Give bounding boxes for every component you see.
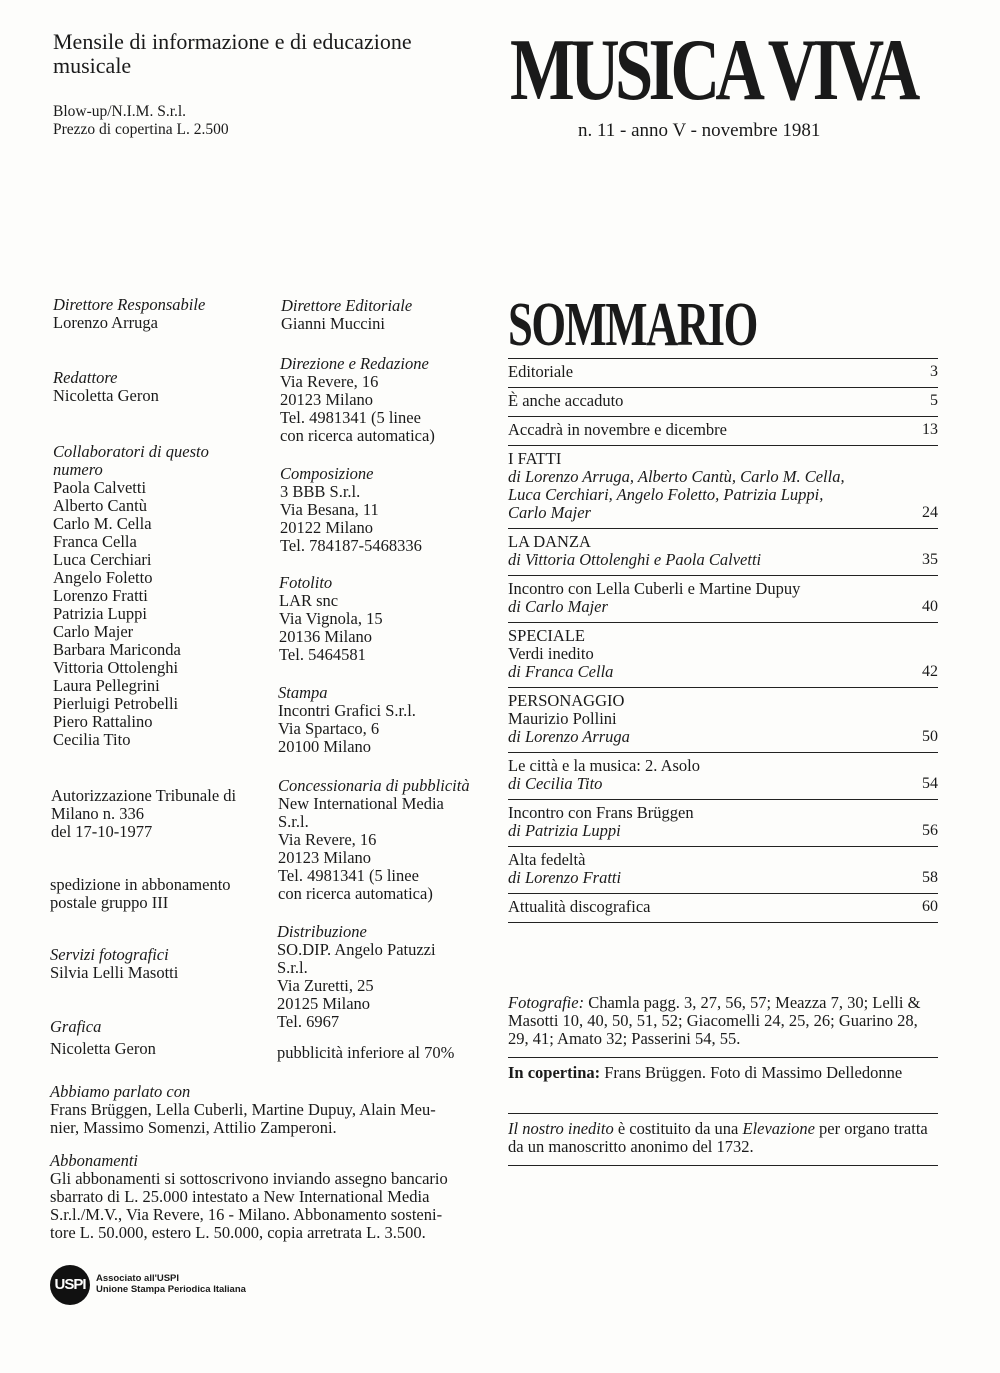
toc-entry-title: Editoriale: [508, 362, 574, 381]
uspi-line: Unione Stampa Periodica Italiana: [96, 1284, 246, 1295]
divider: [508, 1113, 938, 1114]
distribuzione-line: 20125 Milano: [277, 994, 371, 1013]
photo-credits-label: Fotografie:: [508, 993, 585, 1012]
collaboratore-name: Carlo M. Cella: [53, 514, 152, 533]
fotolito-label: Fotolito: [279, 573, 333, 592]
servizi-block: [50, 946, 178, 982]
concessionaria-line: Tel. 4981341 (5 linee: [278, 866, 419, 885]
toc-entry-title: È anche accaduto: [508, 391, 624, 410]
magazine-subtitle: Mensile di informazione e di educazione musicale: [53, 29, 412, 78]
toc-entry: [508, 893, 938, 922]
composizione-label: Composizione: [280, 464, 374, 483]
redattore-name: Nicoletta Geron: [53, 386, 159, 405]
collaboratore-name: Barbara Mariconda: [53, 640, 181, 659]
composizione-line: Via Besana, 11: [280, 500, 379, 519]
photo-credits-text: Chamla pagg. 3, 27, 56, 57; Meazza 7, 30; Lelli & Masotti 10, 40, 50, 51, 52; Giacomelli 24, 25, 26; Guarino 28, 29, 41; Amato 32; Passerini 54, 55.: [508, 993, 921, 1048]
collaboratori-label: Collaboratori di questo numero: [53, 442, 209, 479]
abbiamo-line: Frans Brüggen, Lella Cuberli, Martine Dupuy, Alain Meu-: [50, 1100, 436, 1119]
autorizzazione-line: Autorizzazione Tribunale di: [51, 786, 237, 805]
stampa-lines: [278, 702, 416, 756]
uspi-line: Associato all'USPI: [96, 1273, 180, 1284]
composizione-lines: [280, 483, 422, 555]
collaboratore-name: Lorenzo Fratti: [53, 586, 148, 605]
servizi-name: Silvia Lelli Masotti: [50, 963, 179, 982]
collaboratore-name: Cecilia Tito: [53, 730, 131, 749]
toc-entry: [508, 752, 938, 799]
composizione-block: [280, 465, 422, 555]
toc-entry-author: di Cecilia Tito: [508, 774, 603, 793]
fotolito-line: Tel. 5464581: [279, 645, 366, 664]
autorizzazione-line: del 17-10-1977: [51, 822, 153, 841]
direzione-line: con ricerca automatica): [280, 426, 435, 445]
composizione-line: 20122 Milano: [280, 518, 374, 537]
table-of-contents: [508, 358, 938, 923]
distribuzione-lines: [277, 941, 436, 1031]
cover-text: Frans Brüggen. Foto di Massimo Delledonne: [604, 1063, 903, 1082]
inedito-italic: Elevazione: [742, 1119, 815, 1138]
stampa-line: Via Spartaco, 6: [278, 719, 380, 738]
toc-entry: [508, 528, 938, 575]
toc-entry-title: Incontro con Frans Brüggen: [508, 803, 694, 822]
collaboratore-name: Carlo Majer: [53, 622, 134, 641]
autorizzazione-line: Milano n. 336: [51, 804, 145, 823]
composizione-line: Tel. 784187-5468336: [280, 536, 422, 555]
direzione-line: Tel. 4981341 (5 linee: [280, 408, 421, 427]
toc-entry-title: Incontro con Lella Cuberli e Martine Dupuy: [508, 579, 801, 598]
uspi-logo: USPI: [50, 1265, 90, 1305]
servizi-label: Servizi fotografici: [50, 945, 169, 964]
abbonamenti-line: Gli abbonamenti si sottoscrivono inviando assegno bancario: [50, 1169, 448, 1188]
direzione-label: Direzione e Redazione: [280, 354, 429, 373]
abbiamo-parlato-block: [50, 1083, 490, 1137]
toc-entry-title: Alta fedeltà: [508, 850, 586, 869]
concessionaria-line: S.r.l.: [278, 812, 309, 831]
toc-entry-author: di Lorenzo Fratti: [508, 868, 622, 887]
cover-note: [508, 1064, 938, 1082]
pubblicita-note: [277, 1044, 454, 1062]
concessionaria-line: con ricerca automatica): [278, 884, 433, 903]
spedizione-block: [50, 876, 231, 912]
uspi-text: [96, 1273, 316, 1295]
toc-entry: [508, 622, 938, 687]
toc-entry: [508, 846, 938, 893]
direzione-line: Via Revere, 16: [280, 372, 379, 391]
direzione-block: [280, 355, 435, 445]
toc-entry-title: Verdi inedito: [508, 644, 594, 663]
direttore-editoriale-label: Direttore Editoriale: [281, 296, 413, 315]
toc-entry: [508, 575, 938, 622]
toc-page-number: 3: [930, 363, 938, 380]
fotolito-line: 20136 Milano: [279, 627, 373, 646]
toc-page-number: 24: [922, 504, 938, 521]
collaboratore-name: Luca Cerchiari: [53, 550, 152, 569]
direzione-line: 20123 Milano: [280, 390, 374, 409]
spedizione-line: postale gruppo III: [50, 893, 169, 912]
distribuzione-block: [277, 923, 436, 1031]
direzione-lines: [280, 373, 435, 445]
toc-entry-author: di Carlo Majer: [508, 597, 608, 616]
stampa-line: 20100 Milano: [278, 737, 372, 756]
collaboratore-name: Patrizia Luppi: [53, 604, 147, 623]
toc-entry: [508, 687, 938, 752]
abbiamo-label: Abbiamo parlato con: [50, 1082, 191, 1101]
toc-entry-author: di Vittoria Ottolenghi e Paola Calvetti: [508, 550, 762, 569]
toc-entry-title: I FATTI: [508, 449, 562, 468]
fotolito-line: LAR snc: [279, 591, 339, 610]
stampa-line: Incontri Grafici S.r.l.: [278, 701, 416, 720]
collaboratore-name: Alberto Cantù: [53, 496, 147, 515]
toc-entry-author: di Franca Cella: [508, 662, 614, 681]
toc-entry-author: di Lorenzo Arruga: [508, 727, 630, 746]
grafica-block: [50, 1018, 156, 1058]
concessionaria-line: Via Revere, 16: [278, 830, 377, 849]
toc-entry-title: Maurizio Pollini: [508, 709, 617, 728]
direttore-editoriale-block: [281, 297, 412, 333]
direttore-name: Lorenzo Arruga: [53, 313, 158, 332]
concessionaria-label: Concessionaria di pubblicità: [278, 776, 470, 795]
publisher-info: [53, 103, 229, 139]
toc-entry-title: PERSONAGGIO: [508, 691, 625, 710]
toc-entry: [508, 387, 938, 416]
concessionaria-block: [278, 777, 470, 903]
masthead-title: MUSICA VIVA: [510, 22, 916, 119]
inedito-text: è costituito da una: [613, 1119, 743, 1138]
concessionaria-line: 20123 Milano: [278, 848, 372, 867]
inedito-italic: Il nostro inedito: [508, 1119, 614, 1138]
inedito-note: [508, 1120, 938, 1156]
stampa-block: [278, 684, 416, 756]
divider: [508, 922, 938, 923]
toc-page-number: 50: [922, 728, 938, 745]
grafica-name: Nicoletta Geron: [50, 1039, 156, 1058]
collaboratore-name: Vittoria Ottolenghi: [53, 658, 179, 677]
sommario-title: SOMMARIO: [508, 291, 757, 359]
distribuzione-line: S.r.l.: [277, 958, 308, 977]
toc-entry: [508, 799, 938, 846]
abbonamenti-line: sbarrato di L. 25.000 intestato a New International Media: [50, 1187, 430, 1206]
divider: [508, 1057, 938, 1058]
toc-page-number: 40: [922, 598, 938, 615]
abbonamenti-line: S.r.l./M.V., Via Revere, 16 - Milano. Abbonamento sosteni-: [50, 1205, 443, 1224]
redattore-label: Redattore: [53, 368, 118, 387]
autorizzazione-block: [51, 787, 236, 841]
abbonamenti-block: [50, 1152, 490, 1242]
redattore-block: [53, 369, 159, 405]
collaboratore-name: Paola Calvetti: [53, 478, 147, 497]
collaboratori-list: [53, 479, 253, 749]
distribuzione-line: Via Zuretti, 25: [277, 976, 374, 995]
distribuzione-line: Tel. 6967: [277, 1012, 340, 1031]
direttore-block: [53, 296, 205, 332]
cover-label: In copertina:: [508, 1063, 601, 1082]
distribuzione-label: Distribuzione: [277, 922, 367, 941]
toc-entry-author: di Patrizia Luppi: [508, 821, 621, 840]
direttore-label: Direttore Responsabile: [53, 295, 206, 314]
toc-page-number: 13: [922, 421, 938, 438]
composizione-line: 3 BBB S.r.l.: [280, 482, 361, 501]
toc-page-number: 56: [922, 822, 938, 839]
toc-entry: [508, 358, 938, 387]
toc-entry-author: Carlo Majer: [508, 503, 591, 522]
abbiamo-line: nier, Massimo Somenzi, Attilio Zamperoni.: [50, 1118, 337, 1137]
concessionaria-lines: [278, 795, 470, 903]
fotolito-line: Via Vignola, 15: [279, 609, 383, 628]
abbonamenti-line: tore L. 50.000, estero L. 50.000, copia arretrata L. 3.500.: [50, 1223, 426, 1242]
divider: [508, 1165, 938, 1166]
cover-price: Prezzo di copertina L. 2.500: [53, 121, 229, 138]
toc-entry-title: LA DANZA: [508, 532, 591, 551]
collaboratore-name: Angelo Foletto: [53, 568, 153, 587]
toc-entry: [508, 445, 938, 528]
toc-entry-title: Accadrà in novembre e dicembre: [508, 420, 727, 439]
toc-page-number: 35: [922, 551, 938, 568]
fotolito-block: [279, 574, 383, 664]
grafica-label: Grafica: [50, 1017, 102, 1036]
toc-page-number: 5: [930, 392, 938, 409]
toc-entry-title: Le città e la musica: 2. Asolo: [508, 756, 700, 775]
issue-info: n. 11 - anno V - novembre 1981: [578, 120, 821, 141]
toc-page-number: 60: [922, 898, 938, 915]
publisher-name: Blow-up/N.I.M. S.r.l.: [53, 103, 187, 120]
toc-page-number: 54: [922, 775, 938, 792]
toc-entry-title: Attualità discografica: [508, 897, 651, 916]
toc-page-number: 42: [922, 663, 938, 680]
collaboratore-name: Piero Rattalino: [53, 712, 153, 731]
fotolito-lines: [279, 592, 383, 664]
inedito-text: per organo tratta da un manoscritto anonimo del 1732.: [508, 1119, 928, 1156]
toc-entry-author: Luca Cerchiari, Angelo Foletto, Patrizia Luppi,: [508, 485, 824, 504]
distribuzione-line: SO.DIP. Angelo Patuzzi: [277, 940, 436, 959]
toc-entry-title: SPECIALE: [508, 626, 586, 645]
spedizione-line: spedizione in abbonamento: [50, 875, 231, 894]
collaboratore-name: Pierluigi Petrobelli: [53, 694, 179, 713]
concessionaria-line: New International Media: [278, 794, 444, 813]
toc-page-number: 58: [922, 869, 938, 886]
collaboratore-name: Franca Cella: [53, 532, 137, 551]
toc-entry: [508, 416, 938, 445]
collaboratori-block: [53, 443, 253, 749]
pubblicita-text: pubblicità inferiore al 70%: [277, 1043, 455, 1062]
collaboratore-name: Laura Pellegrini: [53, 676, 160, 695]
photo-credits: [508, 994, 938, 1048]
toc-entry-author: di Lorenzo Arruga, Alberto Cantù, Carlo M. Cella,: [508, 467, 845, 486]
stampa-label: Stampa: [278, 683, 328, 702]
abbonamenti-label: Abbonamenti: [50, 1151, 138, 1170]
direttore-editoriale-name: Gianni Muccini: [281, 314, 386, 333]
